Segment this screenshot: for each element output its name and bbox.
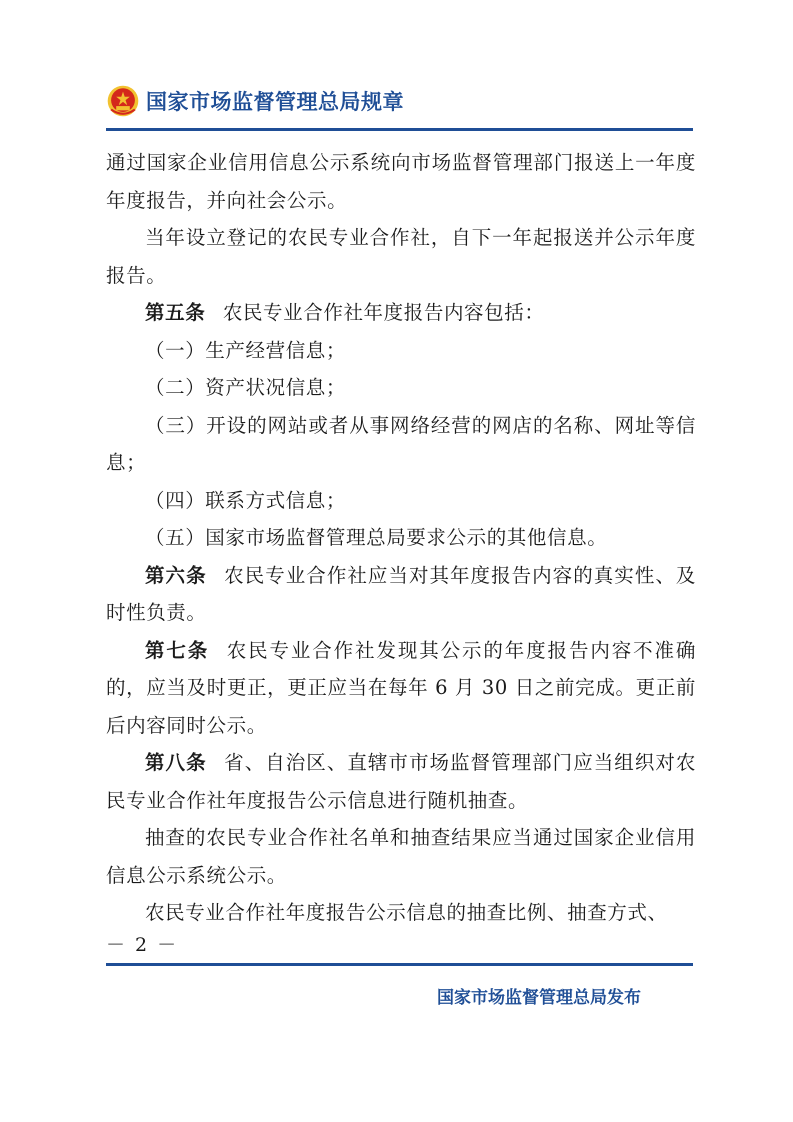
article-8 <box>106 744 696 819</box>
article-text: 农民专业合作社应当对其年度报告内容的真实性、及时性负责。 <box>106 563 696 624</box>
header-title: 国家市场监督管理总局规章 <box>146 90 404 114</box>
article-5 <box>106 294 696 332</box>
header-divider <box>106 128 693 131</box>
article-label: 第八条 <box>145 751 207 774</box>
national-emblem-icon <box>106 84 140 118</box>
article-label: 第七条 <box>145 638 210 662</box>
article-label: 第五条 <box>145 301 206 324</box>
footer-publisher: 国家市场监督管理总局发布 <box>437 988 641 1008</box>
article-text: 农民专业合作社发现其公示的年度报告内容不准确的，应当及时更正，更正应当在每年 6 月 30 日之前完成。更正前后内容同时公示。 <box>106 638 696 737</box>
article-label: 第六条 <box>145 563 207 587</box>
list-item: （四）联系方式信息； <box>145 488 347 512</box>
list-item: （五）国家市场监督管理总局要求公示的其他信息。 <box>145 526 608 549</box>
paragraph: 当年设立登记的农民专业合作社，自下一年起报送并公示年度报告。 <box>106 226 696 287</box>
article-text: 省、自治区、直辖市市场监督管理部门应当组织对农民专业合作社年度报告公示信息进行随机抽查。 <box>106 751 696 812</box>
list-item: （一）生产经营信息； <box>145 338 347 362</box>
document-header <box>106 84 404 118</box>
footer-divider <box>106 963 693 966</box>
list-item: （二）资产状况信息； <box>145 376 347 399</box>
article-6 <box>106 557 696 632</box>
paragraph: 抽查的农民专业合作社名单和抽查结果应当通过国家企业信用信息公示系统公示。 <box>106 826 696 887</box>
document-body <box>106 144 696 932</box>
paragraph: 通过国家企业信用信息公示系统向市场监督管理部门报送上一年度年度报告，并向社会公示。 <box>106 151 696 212</box>
article-text: 农民专业合作社年度报告内容包括： <box>222 301 545 324</box>
article-7 <box>106 632 696 745</box>
list-item: （三）开设的网站或者从事网络经营的网店的名称、网址等信息； <box>106 413 696 474</box>
paragraph: 农民专业合作社年度报告公示信息的抽查比例、抽查方式、 <box>145 901 668 924</box>
page-number: － 2 － <box>106 934 179 956</box>
